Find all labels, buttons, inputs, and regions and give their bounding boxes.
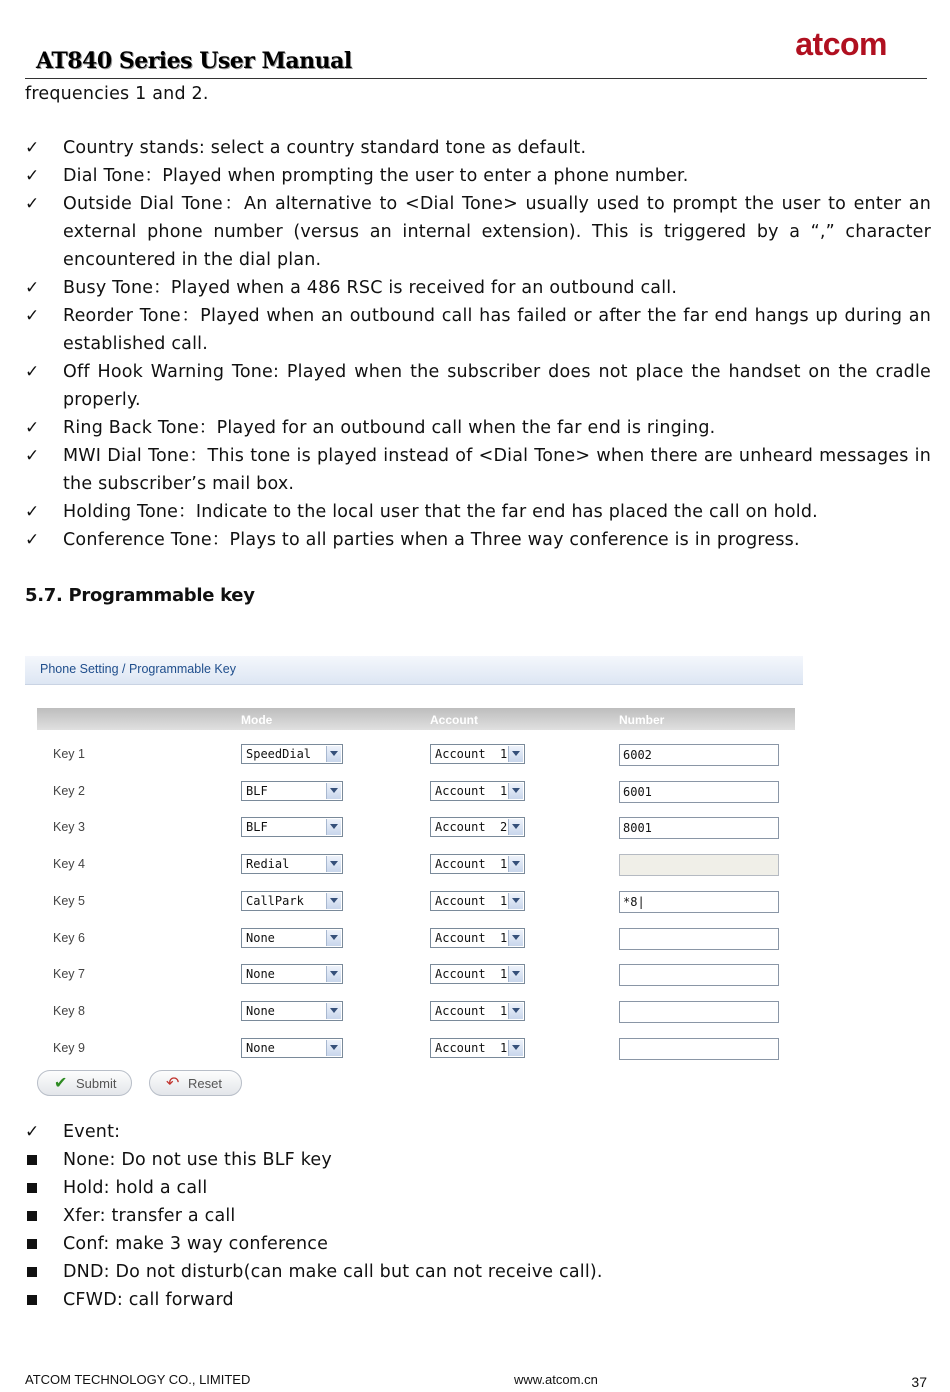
chevron-down-icon[interactable] [326,819,341,835]
event-item [25,1286,931,1314]
account-value: Account 2 [435,820,508,835]
chevron-down-icon[interactable] [508,893,523,909]
account-value: Account 1 [435,783,508,798]
tone-description: Reorder Tone：Played when an outbound call has failed or after the far end hangs up during an established call. [63,306,931,354]
number-value: *8| [623,894,645,909]
number-input[interactable] [619,891,779,913]
chevron-down-icon[interactable] [326,856,341,872]
tone-item [25,442,931,498]
table-row [25,781,803,805]
undo-arrow-icon: ↶ [166,1075,180,1092]
mode-select[interactable] [241,928,343,948]
footer-company: ATCOM TECHNOLOGY CO., LIMITED [25,1372,251,1387]
mode-value: SpeedDial [246,747,312,761]
bullet-square-icon [27,1155,37,1165]
tone-description: Outside Dial Tone：An alternative to <Dial Tone> usually used to prompt the user to enter an external phone number (versus an internal extension). This is triggered by a “,” character encountered in the dial plan. [63,194,931,270]
account-select[interactable] [430,744,525,764]
number-input[interactable] [619,928,779,950]
number-input[interactable] [619,964,779,986]
tone-description: Conference Tone：Plays to all parties when a Three way conference is in progress. [63,530,800,550]
key-label: Key 4 [53,857,85,872]
number-value: 6002 [623,748,652,762]
checkmark-icon: ✓ [25,1122,40,1142]
mode-value: BLF [246,783,268,798]
account-select[interactable] [430,817,525,837]
account-value: Account 1 [435,1040,508,1055]
event-description: DND: Do not disturb(can make call but can not receive call). [63,1262,603,1282]
number-input[interactable] [619,817,779,839]
chevron-down-icon[interactable] [326,966,341,982]
bullet-square-icon [27,1295,37,1305]
bullet-square-icon [27,1239,37,1249]
checkmark-icon: ✓ [25,418,40,438]
table-row [25,817,803,841]
account-select[interactable] [430,1038,525,1058]
bullet-square-icon [27,1211,37,1221]
tone-item [25,414,931,442]
event-description: Xfer: transfer a call [63,1206,236,1226]
event-item [25,1146,931,1174]
chevron-down-icon[interactable] [508,1003,523,1019]
tone-description: Dial Tone：Played when prompting the user to enter a phone number. [63,166,689,186]
reset-label: Reset [188,1076,222,1091]
event-description: None: Do not use this BLF key [63,1150,332,1170]
section-heading: 5.7. Programmable key [25,585,255,606]
event-description: CFWD: call forward [63,1290,234,1310]
account-select[interactable] [430,928,525,948]
account-select[interactable] [430,781,525,801]
key-label: Key 5 [53,893,85,908]
number-input[interactable] [619,781,779,803]
chevron-down-icon[interactable] [508,966,523,982]
event-list [25,1118,931,1314]
number-input[interactable] [619,744,779,766]
table-row [25,1038,803,1062]
table-row [25,1001,803,1025]
check-icon: ✔ [54,1075,68,1092]
mode-select[interactable] [241,1038,343,1058]
event-title: Event: [63,1122,121,1142]
chevron-down-icon[interactable] [508,930,523,946]
tone-description: Country stands: select a country standard tone as default. [63,138,587,158]
mode-select[interactable] [241,817,343,837]
mode-select[interactable] [241,891,343,911]
bullet-square-icon [27,1183,37,1193]
table-row [25,964,803,988]
number-input[interactable] [619,1001,779,1023]
chevron-down-icon[interactable] [326,893,341,909]
number-input [619,854,779,876]
event-item [25,1174,931,1202]
column-header-mode: Mode [241,713,273,727]
mode-value: Redial [246,857,290,872]
account-value: Account 1 [435,967,508,982]
mode-value: CallPark [246,893,304,908]
footer-website: www.atcom.cn [514,1372,598,1387]
logo-text: atcom [795,26,887,62]
event-item [25,1258,931,1286]
checkmark-icon: ✓ [25,502,40,522]
document-title: AT840 Series User Manual [36,48,352,74]
event-description: Conf: make 3 way conference [63,1234,329,1254]
number-value: 8001 [623,821,652,836]
tone-item [25,302,931,358]
mode-select[interactable] [241,1001,343,1021]
event-item [25,1202,931,1230]
tone-item [25,498,931,526]
checkmark-icon: ✓ [25,194,40,214]
bullet-square-icon [27,1267,37,1277]
mode-select[interactable] [241,744,343,764]
event-item [25,1230,931,1258]
key-label: Key 7 [53,967,85,982]
account-select[interactable] [430,964,525,984]
chevron-down-icon[interactable] [326,783,341,799]
chevron-down-icon[interactable] [326,1040,341,1056]
account-select[interactable] [430,854,525,874]
account-select[interactable] [430,1001,525,1021]
page-number: 37 [911,1374,927,1390]
number-input[interactable] [619,1038,779,1060]
table-row [25,891,803,915]
column-header-number: Number [619,713,665,727]
tone-description: Off Hook Warning Tone: Played when the subscriber does not place the handset on the cradle properly. [63,362,931,410]
intro-text: frequencies 1 and 2. [25,84,209,104]
checkmark-icon: ✓ [25,362,40,382]
key-label: Key 2 [53,783,85,798]
checkmark-icon: ✓ [25,278,40,298]
tone-item [25,162,931,190]
mode-value: None [246,930,275,945]
reset-button[interactable] [149,1070,242,1096]
tone-description: MWI Dial Tone：This tone is played instead of <Dial Tone> when there are unheard messages in the subscriber’s mail box. [63,446,931,494]
key-label: Key 8 [53,1003,85,1018]
tone-list [25,134,931,554]
table-row [25,928,803,952]
account-value: Account 1 [435,1003,508,1018]
checkmark-icon: ✓ [25,306,40,326]
chevron-down-icon[interactable] [508,856,523,872]
chevron-down-icon[interactable] [508,746,523,762]
table-row [25,744,803,768]
account-value: Account 1 [435,747,508,761]
key-label: Key 9 [53,1040,85,1055]
breadcrumb: Phone Setting / Programmable Key [40,662,236,676]
key-label: Key 1 [53,747,85,761]
account-select[interactable] [430,891,525,911]
submit-label: Submit [76,1076,117,1091]
submit-button[interactable] [37,1070,132,1096]
checkmark-icon: ✓ [25,138,40,158]
checkmark-icon: ✓ [25,166,40,186]
account-value: Account 1 [435,857,508,872]
tone-item [25,274,931,302]
chevron-down-icon[interactable] [326,1003,341,1019]
programmable-key-panel [25,656,803,1106]
mode-select[interactable] [241,964,343,984]
mode-select[interactable] [241,854,343,874]
account-value: Account 1 [435,893,508,908]
chevron-down-icon[interactable] [508,1040,523,1056]
page-footer [25,1372,927,1392]
checkmark-icon: ✓ [25,446,40,466]
mode-value: None [246,1040,275,1055]
mode-value: BLF [246,820,268,835]
tone-item [25,526,931,554]
key-label: Key 3 [53,820,85,835]
chevron-down-icon[interactable] [326,746,341,762]
mode-select[interactable] [241,781,343,801]
tone-description: Ring Back Tone：Played for an outbound call when the far end is ringing. [63,418,716,438]
account-value: Account 1 [435,930,508,945]
tone-description: Busy Tone：Played when a 486 RSC is received for an outbound call. [63,278,678,298]
checkmark-icon: ✓ [25,530,40,550]
breadcrumb-bar [25,656,803,685]
mode-value: None [246,1003,275,1018]
atcom-logo [795,26,887,63]
tone-item [25,358,931,414]
chevron-down-icon[interactable] [508,819,523,835]
tone-item [25,190,931,274]
mode-value: None [246,967,275,982]
key-label: Key 6 [53,930,85,945]
event-title-item [25,1118,931,1146]
tone-item [25,134,931,162]
tone-description: Holding Tone：Indicate to the local user that the far end has placed the call on hold. [63,502,818,522]
chevron-down-icon[interactable] [508,783,523,799]
table-row [25,854,803,878]
event-description: Hold: hold a call [63,1178,208,1198]
column-header-account: Account [430,713,478,727]
number-value: 6001 [623,784,652,799]
page-header [25,26,927,79]
chevron-down-icon[interactable] [326,930,341,946]
table-header [37,708,795,730]
